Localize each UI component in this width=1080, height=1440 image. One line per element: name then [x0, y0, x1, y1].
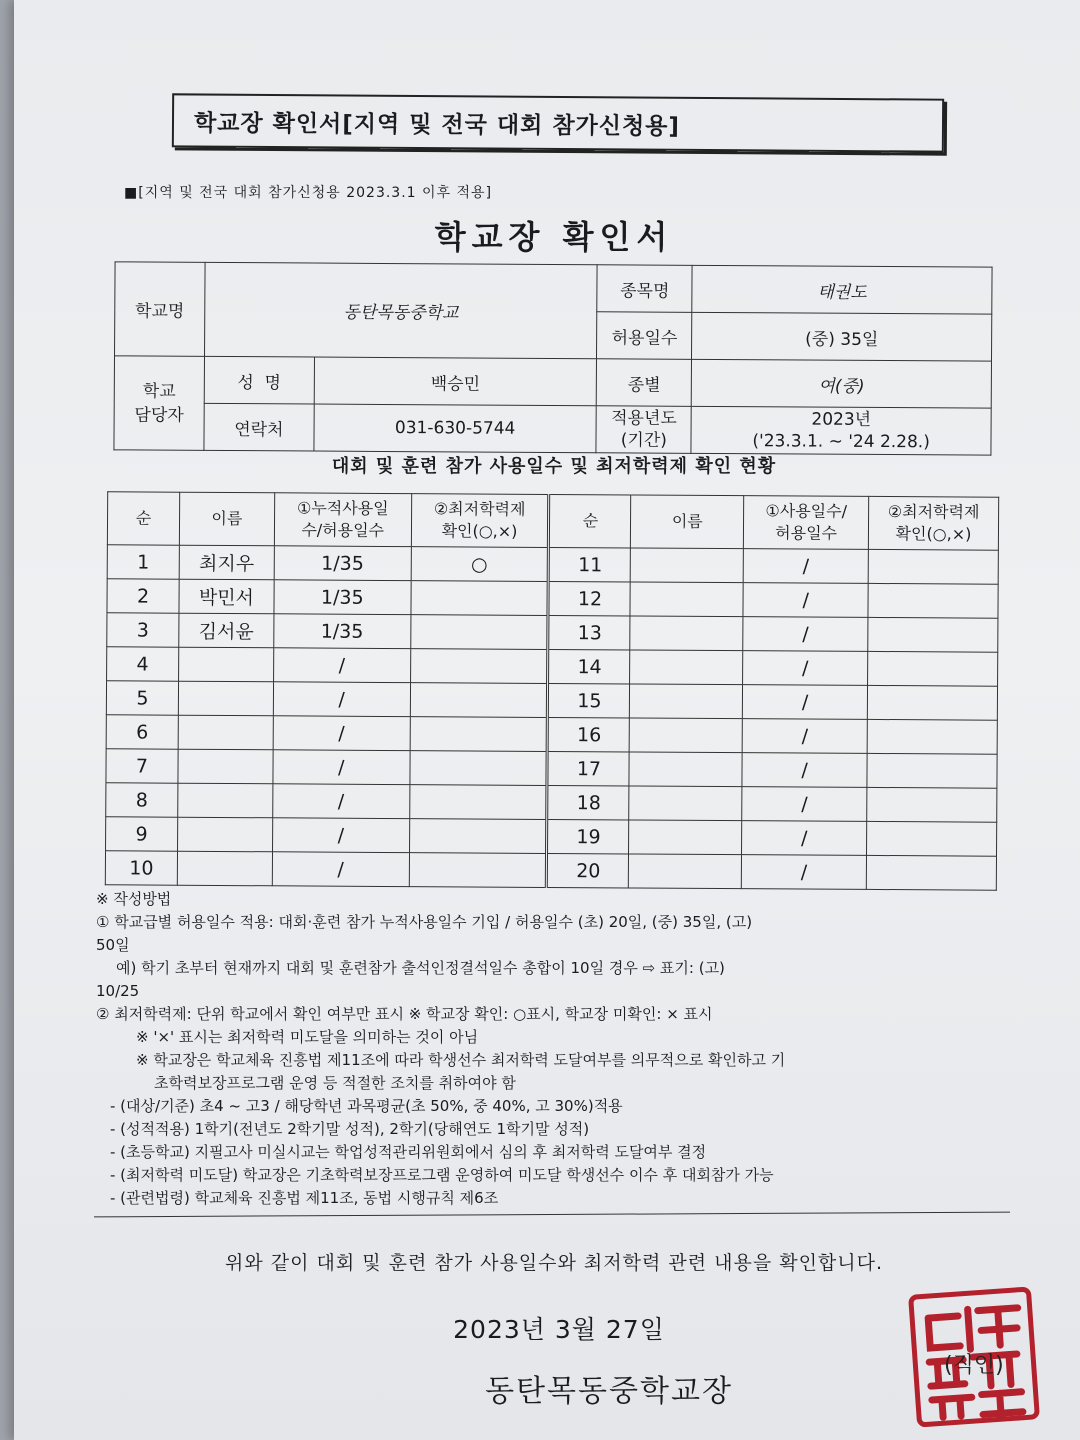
row-number: 15	[548, 683, 630, 717]
note-line: - (관련법령) 학교체육 진흥법 제11조, 동법 시행규칙 제6조	[110, 1189, 499, 1207]
row-number: 11	[549, 547, 631, 581]
min-academic-check	[867, 719, 997, 754]
min-academic-check	[411, 581, 549, 616]
used-days: /	[742, 753, 867, 788]
usage-row	[106, 817, 997, 856]
row-number: 20	[547, 853, 629, 887]
event-label: 종목명	[597, 265, 692, 313]
used-days: 1/35	[274, 546, 411, 581]
student-name: 김서윤	[179, 613, 274, 648]
used-days: /	[273, 716, 410, 751]
allowed-days-label: 허용일수	[597, 312, 692, 360]
student-name	[178, 681, 273, 716]
usage-header-row	[107, 492, 998, 550]
gender-label: 종별	[597, 359, 692, 407]
manager-name-value: 백승민	[314, 357, 597, 406]
student-name	[630, 718, 743, 753]
used-days: /	[273, 750, 410, 785]
min-academic-check	[868, 651, 998, 686]
used-days: /	[273, 784, 410, 819]
document-page	[14, 0, 1080, 1440]
note-line: ② 최저학력제: 단위 학교에서 확인 여부만 표시 ※ 학교장 확인: ○표시, 학교장 미확인: × 표시	[96, 1005, 713, 1023]
used-days: 1/35	[274, 580, 411, 615]
row-number: 14	[548, 649, 630, 683]
school-name-value: 동탄목동중학교	[204, 262, 597, 358]
allowed-days-value: (중) 35일	[692, 312, 992, 361]
school-info-table	[113, 261, 992, 455]
usage-row	[105, 851, 996, 890]
student-name	[630, 616, 743, 651]
section-title: 대회 및 훈련 참가 사용일수 및 최저학력제 확인 현황	[331, 456, 777, 477]
used-days: /	[273, 648, 410, 683]
student-name	[630, 650, 743, 685]
row-number: 3	[107, 613, 179, 647]
student-name: 박민서	[179, 579, 274, 614]
note-line: ※ 학교장은 학교체육 진흥법 제11조에 따라 학생선수 최저학력 도달여부를 의무적으로 확인하고 기	[136, 1051, 786, 1069]
min-academic-check	[867, 821, 997, 856]
usage-row	[106, 749, 997, 788]
student-name	[177, 817, 272, 852]
principal-name: 동탄목동중학교장	[485, 1374, 733, 1409]
student-name	[178, 749, 273, 784]
row-number: 1	[107, 545, 179, 579]
header-cell: ①사용일수/ 허용일수	[744, 496, 869, 550]
row-number: 18	[547, 785, 629, 819]
confirmation-statement: 위와 같이 대회 및 훈련 참가 사용일수와 최저학력 관련 내용을 확인합니다.	[224, 1252, 884, 1274]
used-days: /	[742, 855, 867, 890]
header-cell: 이름	[179, 492, 274, 546]
min-academic-check	[409, 819, 547, 854]
header-cell: 순	[107, 492, 179, 545]
used-days: /	[743, 617, 868, 652]
header-title: 학교장 확인서[지역 및 전국 대회 참가신청용]	[193, 109, 681, 140]
min-academic-check	[867, 685, 997, 720]
note-line: ※ '×' 표시는 최저학력 미도달을 의미하는 것이 아님	[136, 1028, 479, 1046]
row-number: 13	[548, 615, 630, 649]
student-name: 최지우	[179, 545, 274, 580]
min-academic-check	[868, 549, 998, 584]
used-days: /	[273, 682, 410, 717]
usage-row	[106, 783, 997, 822]
min-academic-check	[866, 855, 996, 890]
note-line: ① 학교급별 허용일수 적용: 대회·훈련 참가 누적사용일수 기입 / 허용일수 (초) 20일, (중) 35일, (고)	[96, 913, 753, 931]
writing-instructions	[96, 888, 1016, 1210]
usage-row	[106, 715, 997, 754]
used-days: /	[742, 821, 867, 856]
student-name	[630, 684, 743, 719]
student-name	[631, 548, 744, 583]
student-name	[178, 715, 273, 750]
min-academic-check: ○	[411, 547, 549, 582]
min-academic-check	[409, 785, 547, 820]
contact-label: 연락처	[204, 403, 314, 451]
row-number: 4	[107, 647, 179, 681]
manager-name-label: 성 명	[204, 356, 314, 404]
student-name	[178, 783, 273, 818]
row-number: 2	[107, 579, 179, 613]
min-academic-check	[867, 753, 997, 788]
row-number: 9	[106, 817, 178, 851]
row-number: 17	[547, 751, 629, 785]
header-cell: ①누적사용일 수/허용일수	[274, 493, 411, 547]
used-days: /	[743, 685, 868, 720]
row-number: 6	[106, 715, 178, 749]
gender-value: 여(중)	[692, 359, 992, 408]
row-number: 7	[106, 749, 178, 783]
usage-table	[105, 491, 999, 890]
header-cell: ②최저학력제 확인(○,×)	[868, 496, 998, 550]
used-days: /	[272, 852, 409, 887]
issue-date: 2023년 3월 27일	[453, 1315, 665, 1344]
header-cell: ②최저학력제 확인(○,×)	[411, 494, 549, 548]
used-days: /	[743, 549, 868, 584]
used-days: /	[743, 651, 868, 686]
student-name	[629, 854, 742, 889]
note-line: - (초등학교) 지필고사 미실시교는 학업성적관리위원회에서 심의 후 최저학력 도달여부 결정	[110, 1143, 707, 1161]
min-academic-check	[868, 583, 998, 618]
used-days: 1/35	[274, 614, 411, 649]
contact-value: 031-630-5744	[314, 404, 597, 453]
min-academic-check	[410, 649, 548, 684]
row-number: 8	[106, 783, 178, 817]
event-value: 태권도	[692, 265, 992, 314]
min-academic-check	[867, 787, 997, 822]
student-name	[178, 647, 273, 682]
note-line: 초학력보장프로그램 운영 등 적절한 조치를 취하여야 함	[154, 1074, 516, 1092]
period-value: 2023년 ('23.3.1. ~ '24 2.28.)	[691, 406, 991, 455]
usage-row	[107, 613, 998, 652]
min-academic-check	[410, 683, 548, 718]
min-academic-check	[410, 615, 548, 650]
header-cell: 이름	[631, 495, 744, 549]
used-days: /	[743, 583, 868, 618]
student-name	[629, 820, 742, 855]
used-days: /	[742, 787, 867, 822]
min-academic-check	[410, 751, 548, 786]
note-line: - (대상/기준) 초4 ~ 고3 / 해당학년 과목평균(초 50%, 중 40%, 고 30%)적용	[110, 1097, 623, 1115]
min-academic-check	[409, 853, 547, 888]
usage-row	[106, 681, 997, 720]
header-title-box	[172, 93, 944, 152]
notes-divider	[94, 1212, 1010, 1218]
student-name	[629, 786, 742, 821]
used-days: /	[272, 818, 409, 853]
note-line: 예) 학기 초부터 현재까지 대회 및 훈련참가 출석인정결석일수 총합이 10일 경우 ⇨ 표기: (고)	[116, 959, 725, 977]
student-name	[629, 752, 742, 787]
used-days: /	[742, 719, 867, 754]
manager-label: 학교 담당자	[114, 356, 204, 451]
usage-row	[107, 545, 998, 584]
document-title: 학교장 확인서	[434, 218, 674, 256]
row-number: 5	[106, 681, 178, 715]
note-line: 10/25	[96, 982, 140, 1000]
student-name	[630, 582, 743, 617]
seal-note: (직인)	[944, 1353, 1004, 1378]
school-name-label: 학교명	[115, 262, 205, 357]
note-line: - (성적적용) 1학기(전년도 2학기말 성적), 2학기(당해연도 1학기말 성적)	[110, 1120, 590, 1138]
period-label: 적용년도 (기간)	[596, 406, 691, 454]
min-academic-check	[410, 717, 548, 752]
usage-row	[107, 647, 998, 686]
row-number: 16	[548, 717, 630, 751]
notes-title: ※ 작성방법	[96, 890, 172, 908]
header-cell: 순	[549, 494, 631, 547]
student-name	[177, 851, 272, 886]
row-number: 10	[105, 851, 177, 885]
note-line: 50일	[96, 936, 130, 954]
note-line: - (최저학력 미도달) 학교장은 기초학력보장프로그램 운영하여 미도달 학생선수 이수 후 대회참가 가능	[110, 1166, 774, 1184]
usage-row	[107, 579, 998, 618]
min-academic-check	[868, 617, 998, 652]
form-subnote: ■[지역 및 전국 대회 참가신청용 2023.3.1 이후 적용]	[124, 185, 493, 201]
row-number: 19	[547, 819, 629, 853]
row-number: 12	[548, 581, 630, 615]
